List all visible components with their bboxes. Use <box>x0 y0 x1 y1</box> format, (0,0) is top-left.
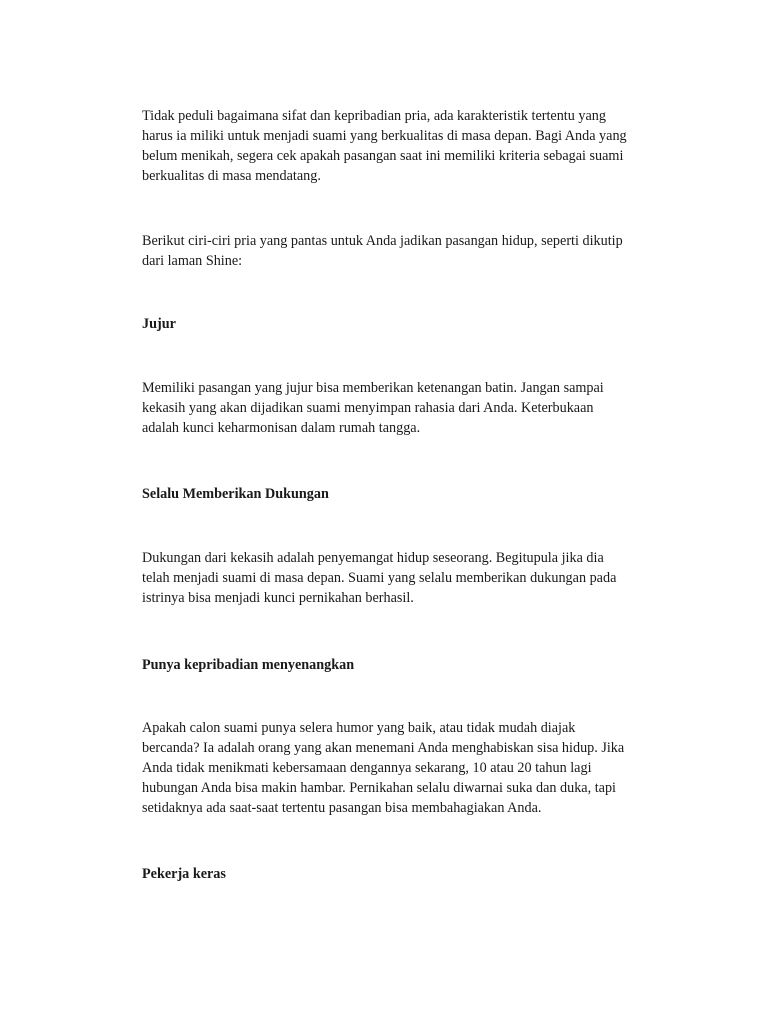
intro-paragraph <box>142 106 642 186</box>
text-line: Dukungan dari kekasih adalah penyemangat hidup seseorang. Begitupula jika dia <box>142 550 604 566</box>
text-line: belum menikah, segera cek apakah pasangan saat ini memiliki kriteria sebagai suami <box>142 148 624 164</box>
section-body-kepribadian <box>142 718 642 818</box>
text-line: Apakah calon suami punya selera humor yang baik, atau tidak mudah diajak <box>142 720 576 736</box>
section-body-jujur <box>142 378 642 438</box>
lead-paragraph <box>142 231 642 271</box>
text-line: Memiliki pasangan yang jujur bisa memberikan ketenangan batin. Jangan sampai <box>142 380 604 396</box>
section-heading-kepribadian: Punya kepribadian menyenangkan <box>142 657 355 673</box>
text-line: harus ia miliki untuk menjadi suami yang berkualitas di masa depan. Bagi Anda yang <box>142 128 627 144</box>
text-line: Anda tidak menikmati kebersamaan dengannya sekarang, 10 atau 20 tahun lagi <box>142 760 592 776</box>
section-heading-pekerja-keras: Pekerja keras <box>142 866 226 882</box>
text-line: kekasih yang akan dijadikan suami menyimpan rahasia dari Anda. Keterbukaan <box>142 400 594 416</box>
section-body-dukungan <box>142 548 642 608</box>
text-line: telah menjadi suami di masa depan. Suami yang selalu memberikan dukungan pada <box>142 570 617 586</box>
text-line: istrinya bisa menjadi kunci pernikahan berhasil. <box>142 590 414 606</box>
text-line: setidaknya ada saat-saat tertentu pasangan bisa membahagiakan Anda. <box>142 800 542 816</box>
text-line: Berikut ciri-ciri pria yang pantas untuk Anda jadikan pasangan hidup, seperti dikutip <box>142 233 623 249</box>
text-line: adalah kunci keharmonisan dalam rumah tangga. <box>142 420 421 436</box>
text-line: dari laman Shine: <box>142 253 243 269</box>
text-line: berkualitas di masa mendatang. <box>142 168 321 184</box>
section-heading-dukungan: Selalu Memberikan Dukungan <box>142 486 329 502</box>
text-line: bercanda? Ia adalah orang yang akan menemani Anda menghabiskan sisa hidup. Jika <box>142 740 625 756</box>
text-line: hubungan Anda bisa makin hambar. Pernikahan selalu diwarnai suka dan duka, tapi <box>142 780 616 796</box>
text-line: Tidak peduli bagaimana sifat dan kepribadian pria, ada karakteristik tertentu yang <box>142 108 606 124</box>
section-heading-jujur: Jujur <box>142 316 176 332</box>
